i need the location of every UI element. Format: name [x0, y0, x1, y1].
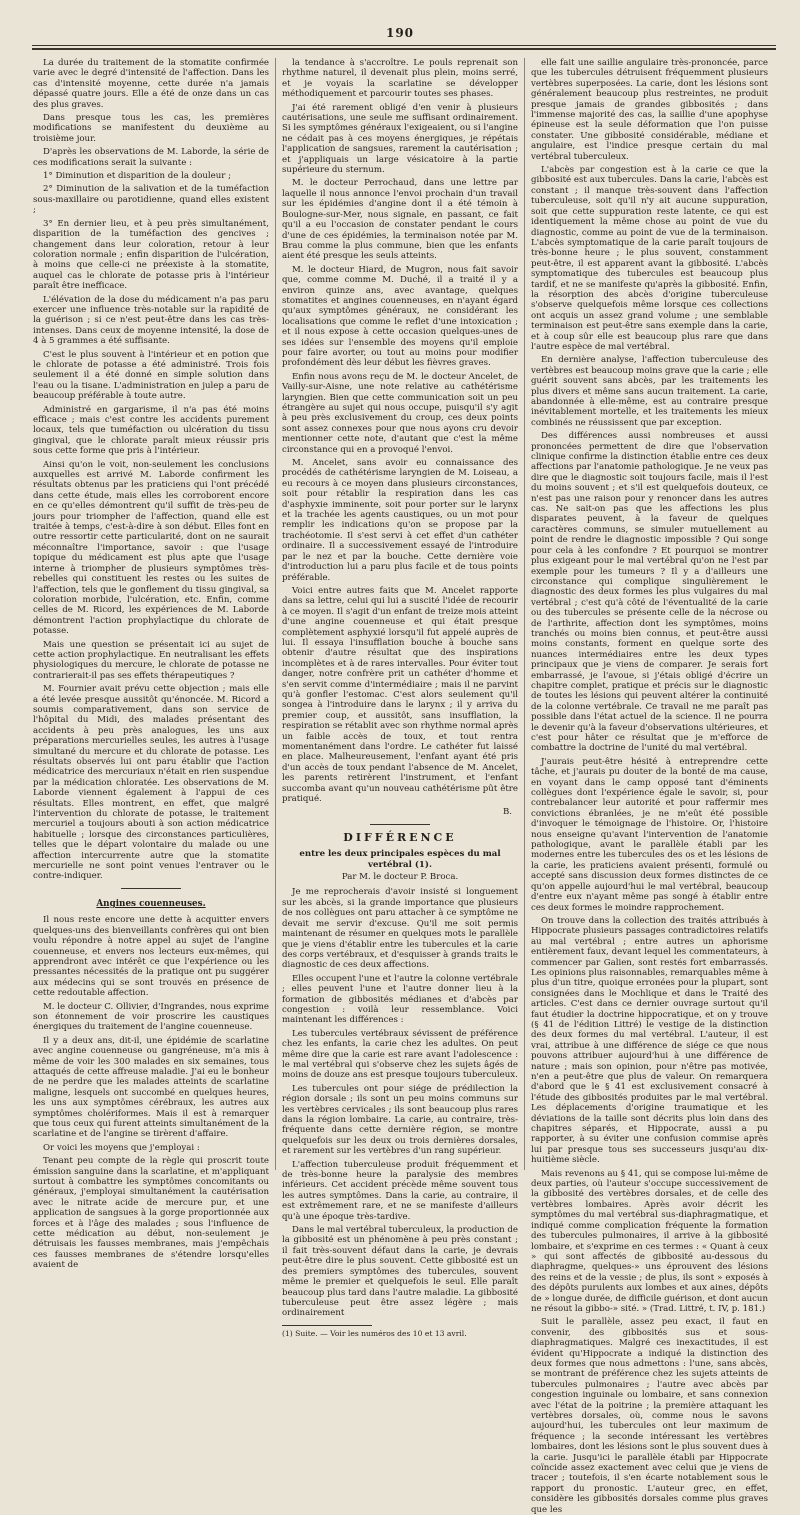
- footnote-rule: [282, 1325, 372, 1326]
- laryngeal-text: [282, 58, 518, 804]
- paragraph: Elles occupent l'une et l'autre la colonne vertébrale ; elles peuvent l'une et l'autre donner lieu à la formation de gibbosités médianes et d'abcès par congestion : voilà leur ressemblance. Voici maintenant les différences :: [282, 973, 518, 1026]
- article-title: DIFFÉRENCE: [343, 830, 457, 844]
- paragraph: 2° Diminution de la salivation et de la tuméfaction sous-maxillaire ou parotidienne, quand elles existent ;: [33, 184, 269, 216]
- paragraph: Mais une question se présentait ici au sujet de cette action prophylactique. En neutralisant les effets physiologiques du mercure, le chlorate de potasse ne contrarierait-il pas ses effets thérapeutiques ?: [33, 639, 269, 681]
- paragraph: M. Fournier avait prévu cette objection ; mais elle a été levée presque aussitôt qu'énoncée. M. Ricord a soumis comparativement, dans son service de l'hôpital du Midi, des malades présentant des accidents à peu près analogues, les uns aux préparations mercurielles seules, les autres à l'usage simultané du mercure et du chlorate de potasse. Les résultats observés lui ont paru établir que l'action médicatrice des mercuriaux n'était en rien suspendue par la médication chloratée. Les observations de M. Laborde viennent également à l'appui de ces résultats. Elles montrent, en effet, que malgré l'intervention du chlorate de potasse, le traitement mercuriel a toujours abouti à son action médicatrice habituelle ; lorsque des circonstances particulières, telles que le départ volontaire du malade ou une affection intercurrente autre que la stomatite mercurielle ne sont point venues l'entraver ou le contre-indiquer.: [33, 684, 269, 882]
- paragraph: Voici entre autres faits que M. Ancelet rapporte dans sa lettre, celui qui lui a suscité l'idée de recourir à ce moyen. Il s'agit d'un enfant de treize mois atteint d'une angine couenneuse et qui était presque complètement asphyxié lorsqu'il fut appelé auprès de lui. Il essaya l'insufflation bouche à bouche sans obtenir d'autre résultat que des inspirations incomplètes et à de rares intervalles. Pour éviter tout danger, notre confrère prit un cathéter d'homme et s'en servit comme d'intermédiaire ; mais il ne parvint qu'à gonfler l'estomac. C'est alors seulement qu'il songea à l'introduire dans le larynx ; il y arriva du premier coup, et aussitôt, sans insufflation, la respiration se rétablit avec son rhythme normal après un faible accès de toux, et tout rentra momentanément dans l'ordre. Le cathéter fut laissé en place. Malheureusement, l'enfant ayant été pris d'un accès de toux pendant l'absence de M. Ancelet, les parents retirèrent l'instrument, et l'enfant succomba avant qu'un nouveau cathétérisme pût être pratiqué.: [282, 585, 518, 805]
- vertebral-text-continued: [531, 58, 768, 1515]
- header-rule-thick: [32, 48, 776, 50]
- paragraph: Dans presque tous les cas, les premières modifications se manifestent du deuxième au troisième jour.: [33, 113, 269, 144]
- paragraph: Enfin nous avons reçu de M. le docteur Ancelet, de Vailly-sur-Aisne, une note relative au cathétérisme laryngien. Bien que cette communication soit un peu étrangère au sujet qui nous occupe, puisqu'il s'y agit à peu près exclusivement du croup, ces deux points sont assez connexes pour que nous ayons cru devoir mentionner cette note, d'autant que c'est la même circonstance qui en a provoqué l'envoi.: [282, 371, 518, 455]
- paragraph: J'aurais peut-être hésité à entreprendre cette tâche, et j'aurais pu douter de la bonté de ma cause, en voyant dans le camp opposé tant d'éminents collègues dont l'expérience égale le savoir, si, pour contrebalancer leur autorité et pour raffermir mes convictions ébranlées, je ne m'eût été possible d'invoquer le témoignage de l'histoire. Or, l'histoire nous enseigne qu'avant l'intervention de l'anatomie pathologique, avant le parallèle établi par les modernes entre les tubercules des os et les lésions de la carie, les praticiens avaient présenti, formulé ou accepté sans discussion deux formes distinctes de ce qu'on appelle aujourd'hui le mal vertébral, beaucoup d'entre eux n'ayant même pas songé à établir entre ces deux formes le moindre rapprochement.: [531, 756, 768, 913]
- article-subtitle: entre les deux principales espèces du mal vertébral (1).: [299, 849, 501, 870]
- paragraph: la tendance à s'accroître. Le pouls reprenait son rhythme naturel, il devenait plus plein, moins serré, et je voyais la scarlatine se développer méthodiquement et parcourir toutes ses phases.: [282, 58, 518, 100]
- paragraph: M. Ancelet, sans avoir eu connaissance des procédés de cathétérisme laryngien de M. Loiseau, a eu recours à ce moyen dans plusieurs circonstances, soit pour rétablir la respiration dans les cas d'asphyxie imminente, soit pour porter sur le larynx et la trachée les agents caustiques, ou un mot pour remplir les indications qu'on se propose par la trachéotomie. Il s'est servi à cet effet d'un cathéter ordinaire. Il a successivement essayé de l'introduire par le nez et par la bouche. Cette dernière voie d'introduction lui a paru plus facile et de tous points préférable.: [282, 458, 518, 583]
- paragraph: L'affection tuberculeuse produit fréquemment et de très-bonne heure la paralysie des membres inférieurs. Cet accident précède même souvent tous les autres symptômes. Dans la carie, au contraire, il est extrêmement rare, et ne se manifeste d'ailleurs qu'à une époque très-tardive.: [282, 1159, 518, 1222]
- paragraph: 3° En dernier lieu, et à peu près simultanément, disparition de la tuméfaction des gencives ; changement dans leur coloration, retour à leur coloration normale ; enfin disparition de l'ulcération, à moins que celle-ci ne préexiste à la stomatite, auquel cas le chlorate de potasse pris à l'intérieur paraît être inefficace.: [33, 218, 269, 292]
- paragraph: Or voici les moyens que j'employai :: [43, 1142, 200, 1153]
- paragraph: La durée du traitement de la stomatite confirmée varie avec le degré d'intensité de l'affection. Dans les cas d'intensité moyenne, cette durée n'a jamais dépassé quatre jours. Elle a été de onze dans un cas des plus graves.: [33, 58, 269, 110]
- paragraph: C'est le plus souvent à l'intérieur et en potion que le chlorate de potasse a été administré. Trois fois seulement il a été donné en simple solution dans l'eau ou la tisane. L'administration en julep a paru de beaucoup préférable à toute autre.: [33, 349, 269, 402]
- paragraph: L'abcès par congestion est à la carie ce que la gibbosité est aux tubercules. Dans la carie, l'abcès est constant ; il manque très-souvent dans l'affection tuberculeuse, soit qu'il n'y ait aucune suppuration, soit que cette suppuration reste latente, ce qui est identiquement la même chose au point de vue du diagnostic, comme au point de vue de la terminaison. L'abcès symptomatique de la carie paraît toujours de très-bonne heure ; le plus souvent, constamment peut-être, il est apparent avant la gibbosité. L'abcès symptomatique des tubercules est beaucoup plus tardif, et ne se manifeste qu'après la gibbosité. Enfin, la résorption des abcès d'origine tuberculeuse s'observe quelquefois même lorsque ces collections ont acquis un assez grand volume ; une semblable terminaison est peut-être sans exemple dans la carie, et à coup sûr elle est beaucoup plus rare que dans l'autre espèce de mal vertébral.: [531, 165, 768, 352]
- paragraph: Il nous reste encore une dette à acquitter envers quelques-uns des bienveillants confrères qui ont bien voulu répondre à notre appel au sujet de l'angine couenneuse, et envers nos lecteurs eux-mêmes, qui apprendront avec intérêt ce que l'expérience ou les pressantes nécessités de la pratique ont pu suggérer aux médecins qui se sont trouvés en présence de cette redoutable affection.: [33, 915, 269, 999]
- paragraph: M. le docteur Perrochaud, dans une lettre par laquelle il nous annonce l'envoi prochain d'un travail sur les épidémies d'angine dont il a été témoin à Boulogne-sur-Mer, nous signale, en passant, ce fait qu'il a eu l'occasion de constater pendant le cours d'une de ces épidémies, la terminaison notée par M. Brau comme la plus commune, bien que les enfants aient été presque les seuls atteints.: [282, 178, 518, 262]
- stomatitis-text: [33, 58, 269, 882]
- paragraph: Suit le parallèle, assez peu exact, il faut en convenir, des gibbosités sus et sous-diaphragmatiques. Malgré ces inexactitudes, il est évident qu'Hippocrate a indiqué la distinction des deux formes que nous admettons : l'une, sans abcès, se montrant de préférence chez les sujets atteints de tubercules pulmonaires ; l'autre avec abcès par congestion inguinale ou lombaire, et sans connexion avec l'état de la poitrine ; la première attaquant les vertèbres dorsales, où, comme nous le savons aujourd'hui, les tubercules ont leur maximum de fréquence ; la seconde intéressant les vertèbres lombaires, dont les lésions sont le plus souvent dues à la carie. Jusqu'ici le parallèle établi par Hippocrate coïncide assez exactement avec celui que je viens de tracer ; toutefois, il s'en écarte notablement sous le rapport du pronostic. L'auteur grec, en effet, considère les gibbosités dorsales comme plus graves que les: [531, 1317, 768, 1515]
- column-separator: [524, 58, 525, 1170]
- paragraph: Il y a deux ans, dit-il, une épidémie de scarlatine avec angine couenneuse ou gangréneuse, m'a mis à même de voir les 300 malades en six semaines, tous attaqués de cette affreuse maladie. J'ai eu le bonheur de ne perdre que les malades atteints de scarlatine maligne, lesquels ont succombé en quelques heures, les uns aux symptômes cérébraux, les autres aux symptômes cholériformes. Mais il est à remarquer que tous ceux qui furent atteints simultanément de la scarlatine et de l'angine se tirèrent d'affaire.: [33, 1035, 269, 1140]
- column-separator: [275, 58, 276, 1170]
- paragraph: elle fait une saillie angulaire très-prononcée, parce que les tubercules détruisent fréquemment plusieurs vertèbres superposées. La carie, dont les lésions sont généralement beaucoup plus restreintes, ne produit presque jamais de grandes gibbosités ; dans l'immense majorité des cas, la saillie d'une apophyse épineuse est la seule déformation que l'on puisse constater. Une gibbosité considérable, médiane et angulaire, est l'indice presque certain du mal vertébral tuberculeux.: [531, 58, 768, 162]
- paragraph: Des différences aussi nombreuses et aussi prononcées permettent de dire que l'observation clinique confirme la distinction établie entre ces deux affections par l'anatomie pathologique. Je ne veux pas dire que le diagnostic soit toujours facile, mais il l'est du moins souvent ; et s'il est quelquefois douteux, ce n'est pas une raison pour y renoncer dans les autres cas. Ne sait-on pas que les affections les plus disparates peuvent, à la faveur de quelques caractères communs, se simuler mutuellement au point de rendre le diagnostic impossible ? Qui songe pour cela à les confondre ? Et pourquoi se montrer plus exigeant pour le mal vertébral qu'on ne l'est par exemple pour les tumeurs ? Il y a d'ailleurs une circonstance qui complique singulièrement le diagnostic des deux formes les plus vulgaires du mal vertébral ; c'est qu'à côté de l'éventualité de la carie ou des tubercules se présente celle de la nécrose ou de l'arthrite, affection dont les symptômes, moins tranchés ou moins bien connus, et peut-être aussi moins constants, forment en quelque sorte des nuances intermédiaires entre les deux types principaux que je viens de comparer. Je serais fort embarrassé, je l'avoue, si j'étais obligé d'écrire un chapitre complet, pratique et précis sur le diagnostic de toutes les lésions qui peuvent altérer la continuité de la colonne vertébrale. Ce travail ne me paraît pas possible dans l'état actuel de la science. Il ne pourra le devenir qu'à la faveur d'observations ultérieures, et c'est pour hâter ce résultat que je m'efforce de combattre la doctrine de l'unité du mal vertébral.: [531, 431, 768, 754]
- paragraph: 1° Diminution et disparition de la douleur ;: [43, 171, 232, 182]
- paragraph: Les tubercules ont pour siége de prédilection la région dorsale ; ils sont un peu moins communs sur les vertèbres cervicales ; ils sont beaucoup plus rares dans la région lombaire. La carie, au contraire, très-fréquente dans cette dernière région, se montre quelquefois sur les deux ou trois dernières dorsales, et rarement sur les vertèbres d'un rang supérieur.: [282, 1083, 518, 1157]
- page-number: 190: [385, 26, 415, 40]
- angines-text: [33, 915, 269, 1270]
- paragraph: Mais revenons au § 41, qui se compose lui-même de deux parties, où l'auteur s'occupe successivement de la gibbosité des vertèbres dorsales, et de celle des vertèbres lombaires. Après avoir décrit les symptômes du mal vertébral sus-diaphragmatique, et indiqué comme complication fréquente la formation des tubercules pulmonaires, il arrive à la gibbosité lombaire, et s'exprime en ces termes : « Quant à ceux » qui sont affectés de gibbosité au-dessous du diaphragme, quelques-» uns éprouvent des lésions des reins et de la vessie ; de plus, ils sont » exposés à des dépôts purulents aux lombes et aux aines, dépôts de » longue durée, de difficile guérison, et dont aucun ne résout la gibbo-» sité. » (Trad. Littré, t. IV, p. 181.): [531, 1168, 768, 1314]
- paragraph: M. le docteur C. Ollivier, d'Ingrandes, nous exprime son étonnement de voir proscrire les caustiques énergiques du traitement de l'angine couenneuse.: [33, 1001, 270, 1033]
- paragraph: Dans le mal vertébral tuberculeux, la production de la gibbosité est un phénomène à peu près constant ; il fait très-souvent défaut dans la carie, je devrais peut-être dire le plus souvent. Cette gibbosité est un des premiers symptômes des tubercules, souvent même le premier et quelquefois le seul. Elle paraît beaucoup plus tard dans l'autre maladie. La gibbosité tuberculeuse peut être assez légère ; mais ordinairement: [282, 1225, 518, 1319]
- paragraph: J'ai été rarement obligé d'en venir à plusieurs cautérisations, une seule me suffisant ordinairement. Si les symptômes généraux l'exigeaient, ou si l'angine ne cédait pas à ces moyens énergiques, je répétais l'application de sangsues, rarement la cautérisation ; et j'appliquais un large vésicatoire à la partie supérieure du sternum.: [282, 102, 518, 176]
- paragraph: D'après les observations de M. Laborde, la série de ces modifications serait la suivante :: [33, 147, 269, 168]
- vertebral-text: [282, 887, 518, 1318]
- paragraph: Administré en gargarisme, il n'a pas été moins efficace ; mais c'est contre les accidents purement locaux, tels que tuméfaction ou ulcération du tissu gingival, que le chlorate paraît mieux réussir pris sous cette forme que pris à l'intérieur.: [33, 404, 269, 457]
- paragraph: Les tubercules vertébraux sévissent de préférence chez les enfants, la carie chez les adultes. On peut même dire que la carie est rare avant l'adolescence : le mal vertébral qui s'observe chez les sujets âgés de moins de douze ans est presque toujours tuberculeux.: [282, 1028, 518, 1081]
- section-divider: [370, 824, 430, 825]
- column-left: [33, 58, 270, 1271]
- column-middle: [282, 58, 518, 1338]
- article-author: Par M. le docteur P. Broca.: [341, 872, 459, 883]
- header-rule: [32, 45, 776, 46]
- section-title-angines: Angines couenneuses.: [96, 898, 206, 909]
- column-right: [531, 58, 768, 1515]
- paragraph: Je me reprocherais d'avoir insisté si longuement sur les abcès, si la grande importance que plusieurs de nos collègues ont paru attacher à ce symptôme ne devait me servir d'excuse. Qu'il me soit permis maintenant de résumer en quelques mots le parallèle que je viens d'établir entre les tubercules et la carie des corps vertébraux, et d'esquisser à grands traits le diagnostic de ces deux affections.: [282, 887, 518, 971]
- paragraph: On trouve dans la collection des traités attribués à Hippocrate plusieurs passages contradictoires relatifs au mal vertébral ; entre autres un aphorisme entièrement faux, devant lequel les commentateurs, à commencer par Galien, sont restés fort embarrassés. Les opinions plus raisonnables, remarquables même à plus d'un titre, quoique erronées pour la plupart, sont consignées dans le Mochlique et dans le Traité des articles. C'est dans ce dernier ouvrage surtout qu'il faut étudier la doctrine hippocratique, et on y trouve (§ 41 de l'édition Littré) le vestige de la distinction des deux formes du mal vertébral. L'auteur, il est vrai, attribue à une différence de siége ce que nous pouvons attribuer aujourd'hui à une différence de nature ; mais son opinion, pour n'être pas motivée, n'en a peut-être que plus de valeur. On remarquera d'abord que le § 41 est exclusivement consacré à l'étude des gibbosités produites par le mal vertébral. Les déplacements d'origine traumatique et les déviations de la taille sont décrits plus loin dans des chapitres séparés, et Hippocrate, aussi a pu rapporter, à su éviter une confusion commise après lui par presque tous ses successeurs jusqu'au dix-huitième siècle.: [531, 915, 768, 1166]
- paragraph: Ainsi qu'on le voit, non-seulement les conclusions auxquelles est arrivé M. Laborde confirment les résultats obtenus par les praticiens qui l'ont précédé dans cette étude, mais elles les corroborent encore en ce qu'elles démontrent qu'il suffit de très-peu de jours pour triompher de l'affection, quand elle est traitée à temps, c'est-à-dire à son début. Elles font en outre ressortir cette particularité, dont on ne saurait méconnaître l'importance, savoir : que l'usage topique du médicament est plus apte que l'usage interne à triompher de plusieurs symptômes très-rebelles qui constituent les restes ou les suites de l'affection, tels que le gonflement du tissu gingival, sa coloration morbide, l'ulcération, etc. Enfin, comme celles de M. Ricord, les expériences de M. Laborde démontrent l'action prophylactique du chlorate de potasse.: [33, 459, 269, 637]
- signature: B.: [502, 807, 512, 818]
- footnote: (1) Suite. — Voir les numéros des 10 et 13 avril.: [282, 1328, 467, 1338]
- section-divider: [121, 888, 181, 889]
- paragraph: En dernière analyse, l'affection tuberculeuse des vertèbres est beaucoup moins grave que la carie ; elle guérit souvent sans abcès, par les traitements les plus divers et même sans aucun traitement. La carie, abandonnée à elle-même, est au contraire presque inévitablement mortelle, et les traitements les mieux combinés ne réussissent que par exception.: [531, 355, 768, 428]
- paragraph: Tenant peu compte de la règle qui proscrit toute émission sanguine dans la scarlatine, et m'appliquant surtout à combattre les symptômes concomitants ou généraux, j'employai simultanément la cautérisation avec le nitrate acide de mercure pur, et une application de sangsues à la gorge proportionnée aux forces et à l'âge des malades ; sous l'influence de cette médication au début, non-seulement je détruisais les fausses membranes, mais j'empêchais ces fausses membranes de s'étendre lorsqu'elles avaient de: [33, 1156, 269, 1271]
- paragraph: M. le docteur Hiard, de Mugron, nous fait savoir que, comme comme M. Duché, il a traité il y a environ quinze ans, avec avantage, quelques stomatites et angines couenneuses, en n'ayant égard qu'aux symptômes généraux, ne considérant les localisations que comme le reflet d'une intoxication ; et il nous expose à cette occasion quelques-unes de ses idées sur l'ensemble des moyens qu'il emploie pour faire avorter, ou tout au moins pour modifier profondément dès leur début les fièvres graves.: [282, 264, 518, 369]
- paragraph: L'élévation de la dose du médicament n'a pas paru exercer une influence très-notable sur la rapidité de la guérison ; si ce n'est peut-être dans les cas très-intenses. Dans ceux de moyenne intensité, la dose de 4 à 5 grammes a été suffisante.: [33, 294, 269, 347]
